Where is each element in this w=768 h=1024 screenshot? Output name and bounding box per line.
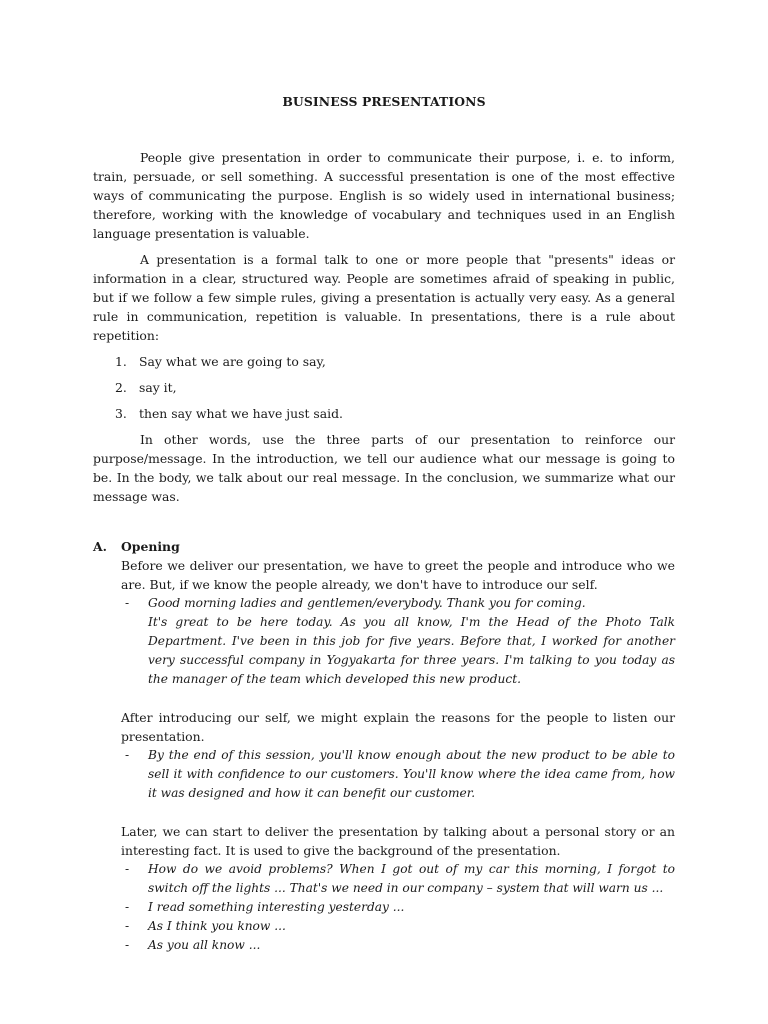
list-item-text: Say what we are going to say, xyxy=(139,354,326,369)
repetition-rules-list xyxy=(93,352,675,423)
document-content xyxy=(93,92,675,955)
list-number: 3. xyxy=(115,406,127,421)
example-text: Good morning ladies and gentlemen/everybody. Thank you for coming. xyxy=(148,596,586,610)
dash-bullet: - xyxy=(125,919,130,933)
list-item xyxy=(121,860,675,898)
list-number: 1. xyxy=(115,354,127,369)
list-item xyxy=(93,352,675,371)
story-examples-list xyxy=(121,860,675,955)
dash-bullet: - xyxy=(125,938,130,952)
list-item xyxy=(93,404,675,423)
greeting-example-continuation: It's great to be here today. As you all know, I'm the Head of the Photo Talk Department. I've been in this job for five years. Before that, I worked for another very successful company in Yogyakarta for three years. I'm talking to you today as the manager of the team which developed this new product. xyxy=(148,615,675,686)
list-item-text: say it, xyxy=(139,380,177,395)
intro-paragraph: People give presentation in order to communicate their purpose, i. e. to inform, train, persuade, or sell something. A successful presentation is one of the most effective ways of communicating the purpose. English is so widely used in international business; therefore, working with the knowledge of vocabulary and techniques used in an English language presentation is valuable. xyxy=(93,150,675,241)
dash-bullet: - xyxy=(125,862,130,876)
definition-paragraph: A presentation is a formal talk to one or more people that "presents" ideas or information in a clear, structured way. People are sometimes afraid of speaking in public, but if we follow a few simple rules, giving a presentation is actually very easy. As a general rule in communication, repetition is valuable. In presentations, there is a rule about repetition: xyxy=(93,252,675,343)
section-letter: A. xyxy=(93,539,107,554)
example-text: By the end of this session, you'll know enough about the new product to be able to sell it with confidence to our customers. You'll know where the idea came from, how it was designed and how it can benefit our customer. xyxy=(148,748,675,800)
story-text: Later, we can start to deliver the presentation by talking about a personal story or an interesting fact. It is used to give the background of the presentation. xyxy=(121,824,675,858)
section-opening xyxy=(93,537,675,955)
dash-bullet: - xyxy=(125,596,130,610)
dash-bullet: - xyxy=(125,748,130,762)
section-heading xyxy=(93,537,675,556)
list-item-text: then say what we have just said. xyxy=(139,406,343,421)
document-title: BUSINESS PRESENTATIONS xyxy=(282,94,486,109)
three-parts-paragraph: In other words, use the three parts of our presentation to reinforce our purpose/message. In the introduction, we tell our audience what our message is going to be. In the body, we talk about our real message. In the conclusion, we summarize what our message was. xyxy=(93,432,675,504)
reasons-text: After introducing our self, we might explain the reasons for the people to listen our presentation. xyxy=(121,710,675,744)
section-heading-text: Opening xyxy=(121,539,180,554)
greeting-examples-list xyxy=(121,594,675,613)
greeting-intro-text: Before we deliver our presentation, we have to greet the people and introduce who we are. But, if we know the people already, we don't have to introduce our self. xyxy=(121,558,675,592)
dash-bullet: - xyxy=(125,900,130,914)
example-text: How do we avoid problems? When I got out of my car this morning, I forgot to switch off the lights ... That's we need in our company – system that will warn us ... xyxy=(148,862,675,895)
example-text: As you all know ... xyxy=(148,938,261,952)
list-item xyxy=(121,936,675,955)
section-body xyxy=(93,556,675,955)
reasons-examples-list xyxy=(121,746,675,803)
example-text: As I think you know ... xyxy=(148,919,286,933)
list-item xyxy=(93,378,675,397)
list-item xyxy=(121,917,675,936)
list-number: 2. xyxy=(115,380,127,395)
list-item xyxy=(121,746,675,803)
list-item xyxy=(121,898,675,917)
example-text: I read something interesting yesterday ... xyxy=(148,900,405,914)
list-item xyxy=(121,594,675,613)
